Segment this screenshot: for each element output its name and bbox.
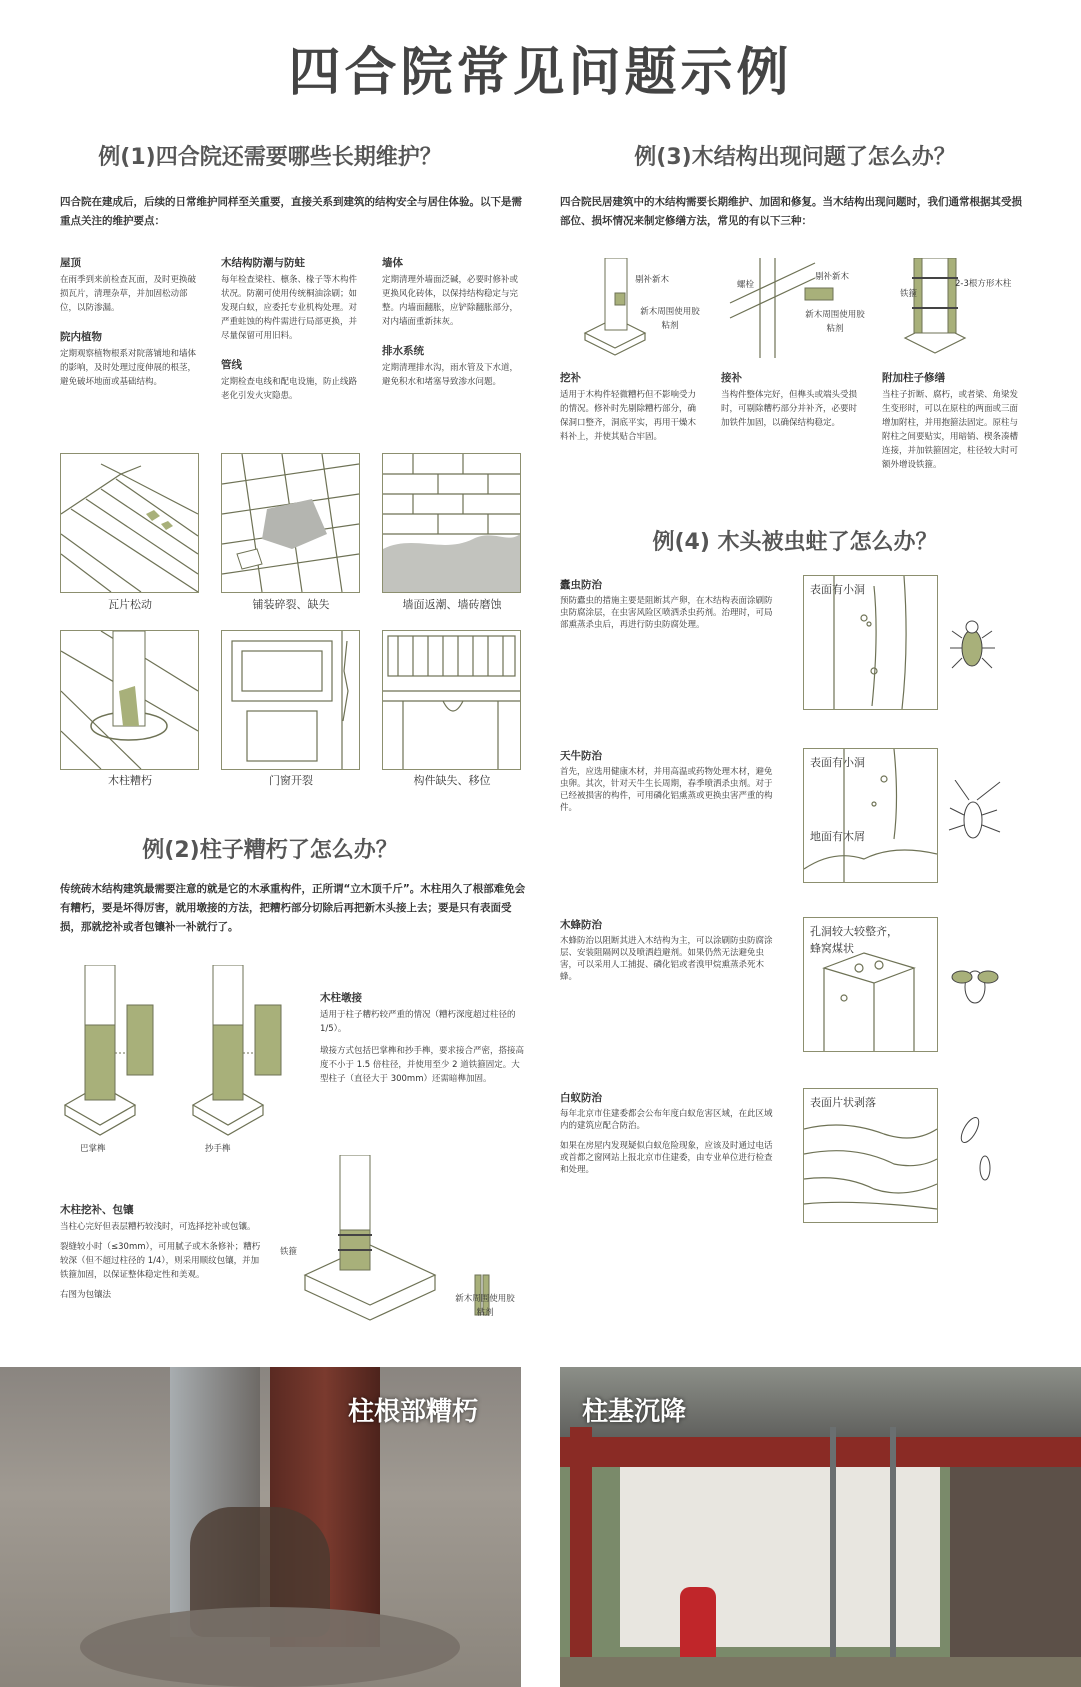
photo-scaffold-1 (830, 1427, 836, 1687)
drain-heading: 排水系统 (382, 345, 424, 357)
dunjie-heading: 木柱墩接 (320, 992, 362, 1004)
caption-roof-tiles: 瓦片松动 (108, 598, 152, 611)
pest-3-label-2: 蜂窝煤状 (810, 942, 854, 955)
illus-fuzhu (900, 258, 980, 358)
caption-doors: 门窗开裂 (269, 774, 313, 787)
section1-intro: 四合院在建成后，后续的日常维护同样至关重要，直接关系到建筑的结构安全与居住体验。以下是需重点关注的维护要点： (60, 196, 522, 227)
illus-column (60, 630, 199, 770)
pest-3-text: 木蜂防治以阻断其进入木结构为主，可以涂刷防虫防腐涂层、安装阻隔网以及喷洒趋避剂。如果仍然无法避免虫害，可以采用人工捕捉、磷化铝或者溴甲烷熏蒸杀死木蜂。 (560, 936, 773, 982)
pest-2-text: 首先，应选用健康木材，并用高温或药物处理木材，避免虫卵。其次，针对天牛生长周期，春季喷洒杀虫剂。对于已经被损害的构件，可用磷化铝熏蒸或更换虫害严重的构件。 (560, 767, 773, 813)
roof-block (60, 255, 200, 389)
drain-text: 定期清理排水沟，雨水管及下水道，避免积水和堵塞导致渗水问题。 (382, 363, 519, 387)
pest-2-heading: 天牛防治 (560, 750, 602, 762)
section1-title: 例(1)四合院还需要哪些长期维护？ (98, 145, 442, 170)
wood-heading: 木结构防潮与防蛀 (221, 257, 305, 269)
dunjie-block (320, 990, 525, 1086)
termite-icon (950, 1110, 1000, 1190)
section4-title: 例(4) 木头被虫蛀了怎么办？ (652, 530, 938, 555)
label-bazhang: 巴掌榫 (80, 1144, 106, 1154)
label-chaoshou: 抄手榫 (205, 1144, 231, 1154)
label-tiegu: 铁箍 (280, 1247, 298, 1257)
jie-block (721, 370, 861, 430)
dunjie-text-2: 墩接方式包括巴掌榫和抄手榫，要求接合严密，搭接高度不小于 1.5 倍柱径，并使用至少 2 道铁箍固定。大型柱子（直径大于 300mm）还需暗榫加固。 (320, 1046, 525, 1084)
section2-title: 例(2)柱子糟朽了怎么办？ (142, 838, 398, 863)
pest-item-1 (560, 577, 778, 631)
pest-1-text: 预防蠹虫的措施主要是阻断其产卵，在木结构表面涂刷防虫防腐涂层，在虫害风险区喷洒杀虫药剂。治理时，可局部熏蒸杀虫后，再进行防虫防腐处理。 (560, 596, 773, 630)
pest-2-label-2: 地面有木屑 (810, 830, 865, 843)
photo-ground-right (560, 1657, 1081, 1687)
pest-2-label-1: 表面有小洞 (810, 756, 865, 769)
wood-block (221, 255, 361, 403)
pest-4-text: 每年北京市住建委都会公布年度白蚁危害区域，在此区域内的建筑应配合防治。 (560, 1109, 773, 1131)
caption-wall: 墙面返潮、墙砖磨蚀 (402, 598, 502, 611)
jie-text: 当构件整体完好，但榫头或端头受损时，可剔除糟朽部分并补齐，必要时加铁件加固，以确保结构稳定。 (721, 390, 858, 428)
wa-text: 适用于木构件轻微糟朽但不影响受力的情况。修补时先剔除糟朽部分，确保洞口整齐，洞底平实，再用干燥木料补上，并使其贴合牢固。 (560, 390, 697, 442)
illus-roof-tiles (60, 453, 199, 593)
plant-text: 定期观察植物根系对院落铺地和墙体的影响，及时处理过度伸展的根茎，避免破坏地面或基础结构。 (60, 349, 197, 387)
caption-paving: 铺装碎裂、缺失 (252, 598, 330, 611)
illus-components (382, 630, 521, 770)
fu-text: 当柱子折断、腐朽，或者梁、角梁发生变形时，可以在原柱的两面或三面增加附柱，并用抱箍法固定。原柱与附柱之间要贴实，用暗销、楔条凑槽连接，并加铁箍固定，柱径较大时可额外增设铁箍。 (882, 390, 1019, 470)
wa-heading: 挖补 (560, 372, 581, 384)
d3-label-b: 2-3根方形木柱 (955, 279, 1012, 289)
caption-column: 木柱糟朽 (108, 774, 152, 787)
photo-door (950, 1467, 1081, 1667)
d2-label-a: 剔补新木 (815, 272, 850, 282)
jie-heading: 接补 (721, 372, 742, 384)
pest-3-heading: 木蜂防治 (560, 919, 602, 931)
pest-4-heading: 白蚁防治 (560, 1092, 602, 1104)
wa-block (560, 370, 700, 444)
section2-intro: 传统砖木结构建筑最需要注意的就是它的木承重构件，正所谓“立木顶千斤”。木柱用久了根部难免会有糟朽，要是坏得厉害，就用墩接的方法，把糟朽部分切除后再把新木头接上去；要是只有表面受损，那就挖补或者包镶补一补就行了。 (60, 883, 526, 933)
roof-heading: 屋顶 (60, 257, 81, 269)
wall-block (382, 255, 522, 389)
photo-beam (560, 1437, 1081, 1467)
wall-text: 定期清理外墙面泛碱，必要时修补或更换风化砖体，以保持结构稳定与完整。内墙面翻胀，应铲除翻胀部分，对内墙面重新抹灰。 (382, 275, 519, 327)
label-newwood: 新木周围使用胶粘剂 (455, 1294, 515, 1318)
section3-title: 例(3)木结构出现问题了怎么办？ (634, 145, 956, 170)
photo-foundation (560, 1367, 1081, 1687)
wabu-block (60, 1202, 265, 1302)
illus-wall (382, 453, 521, 593)
pipe-text: 定期检查电线和配电设施，防止线路老化引发火灾隐患。 (221, 377, 358, 401)
photo-right-label: 柱基沉降 (582, 1397, 687, 1427)
wabu-heading: 木柱挖补、包镶 (60, 1204, 134, 1216)
wall-heading: 墙体 (382, 257, 403, 269)
illus-doors (221, 630, 360, 770)
longhorn-beetle-icon (945, 780, 1005, 850)
d3-label-a: 铁箍 (900, 289, 918, 299)
wood-text: 每年检查梁柱、檩条、椽子等木构件状况。防潮可使用传统桐油涂刷；如发现白蚁，应委托专业机构处理。对严重蛀蚀的构件需进行局部更换，并尽量保留可用旧料。 (221, 275, 358, 341)
section3-intro: 四合院民居建筑中的木结构需要长期维护、加固和修复。当木结构出现问题时，我们通常根据其受损部位、损坏情况来制定修缮方法，常见的有以下三种： (560, 196, 1022, 227)
beetle-icon (950, 613, 995, 673)
d2-label-b: 新木周围使用胶粘剂 (805, 310, 865, 334)
d2-label-bolt: 螺栓 (737, 280, 755, 290)
fu-heading: 附加柱子修缮 (882, 372, 945, 384)
illus-dunjie (55, 965, 305, 1145)
photo-pillar (570, 1427, 592, 1687)
fu-block (882, 370, 1022, 472)
roof-text: 在雨季到来前检查瓦面，及时更换破损瓦片，清理杂草，并加固松动部位，以防渗漏。 (60, 275, 197, 313)
photo-extinguisher (680, 1587, 716, 1667)
pest-1-heading: 蠹虫防治 (560, 579, 602, 591)
photo-column-rot (0, 1367, 521, 1687)
pest-3-label-1: 孔洞较大较整齐， (810, 925, 898, 938)
photo-scaffold-2 (890, 1427, 896, 1687)
wood-bee-icon (950, 955, 1000, 1010)
pest-item-3 (560, 917, 778, 983)
wabu-text-2: 裂缝较小时（≤30mm），可用腻子或木条修补；糟朽较深（但不超过柱径的 1/4），则采用顺纹包镶，并加铁箍加固，以保证整体稳定性和美观。 (60, 1242, 261, 1280)
page-title: 四合院常见问题示例 (288, 43, 793, 103)
d1-label-b: 新木周围使用胶粘剂 (640, 307, 700, 331)
caption-components: 构件缺失、移位 (413, 774, 491, 787)
photo-ground (80, 1607, 460, 1687)
pest-4-text-2: 如果在房屋内发现疑似白蚁危险现象，应该及时通过电话或首都之窗网站上报北京市住建委，由专业单位进行检查和处理。 (560, 1141, 773, 1175)
plant-heading: 院内植物 (60, 331, 102, 343)
pest-4-label: 表面片状剥落 (810, 1096, 876, 1109)
wabu-text-1: 当柱心完好但表层糟朽较浅时，可选择挖补或包镶。 (60, 1222, 256, 1232)
dunjie-text-1: 适用于柱子糟朽较严重的情况（糟朽深度超过柱径的 1/5）。 (320, 1010, 516, 1034)
photo-left-label: 柱根部糟朽 (348, 1397, 479, 1427)
pest-1-label: 表面有小洞 (810, 583, 865, 596)
pest-item-4 (560, 1090, 778, 1176)
d1-label-a: 剔补新木 (635, 275, 670, 285)
pipe-heading: 管线 (221, 359, 242, 371)
wabu-text-3: 右图为包镶法 (60, 1290, 112, 1300)
illus-paving (221, 453, 360, 593)
pest-item-2 (560, 748, 778, 814)
